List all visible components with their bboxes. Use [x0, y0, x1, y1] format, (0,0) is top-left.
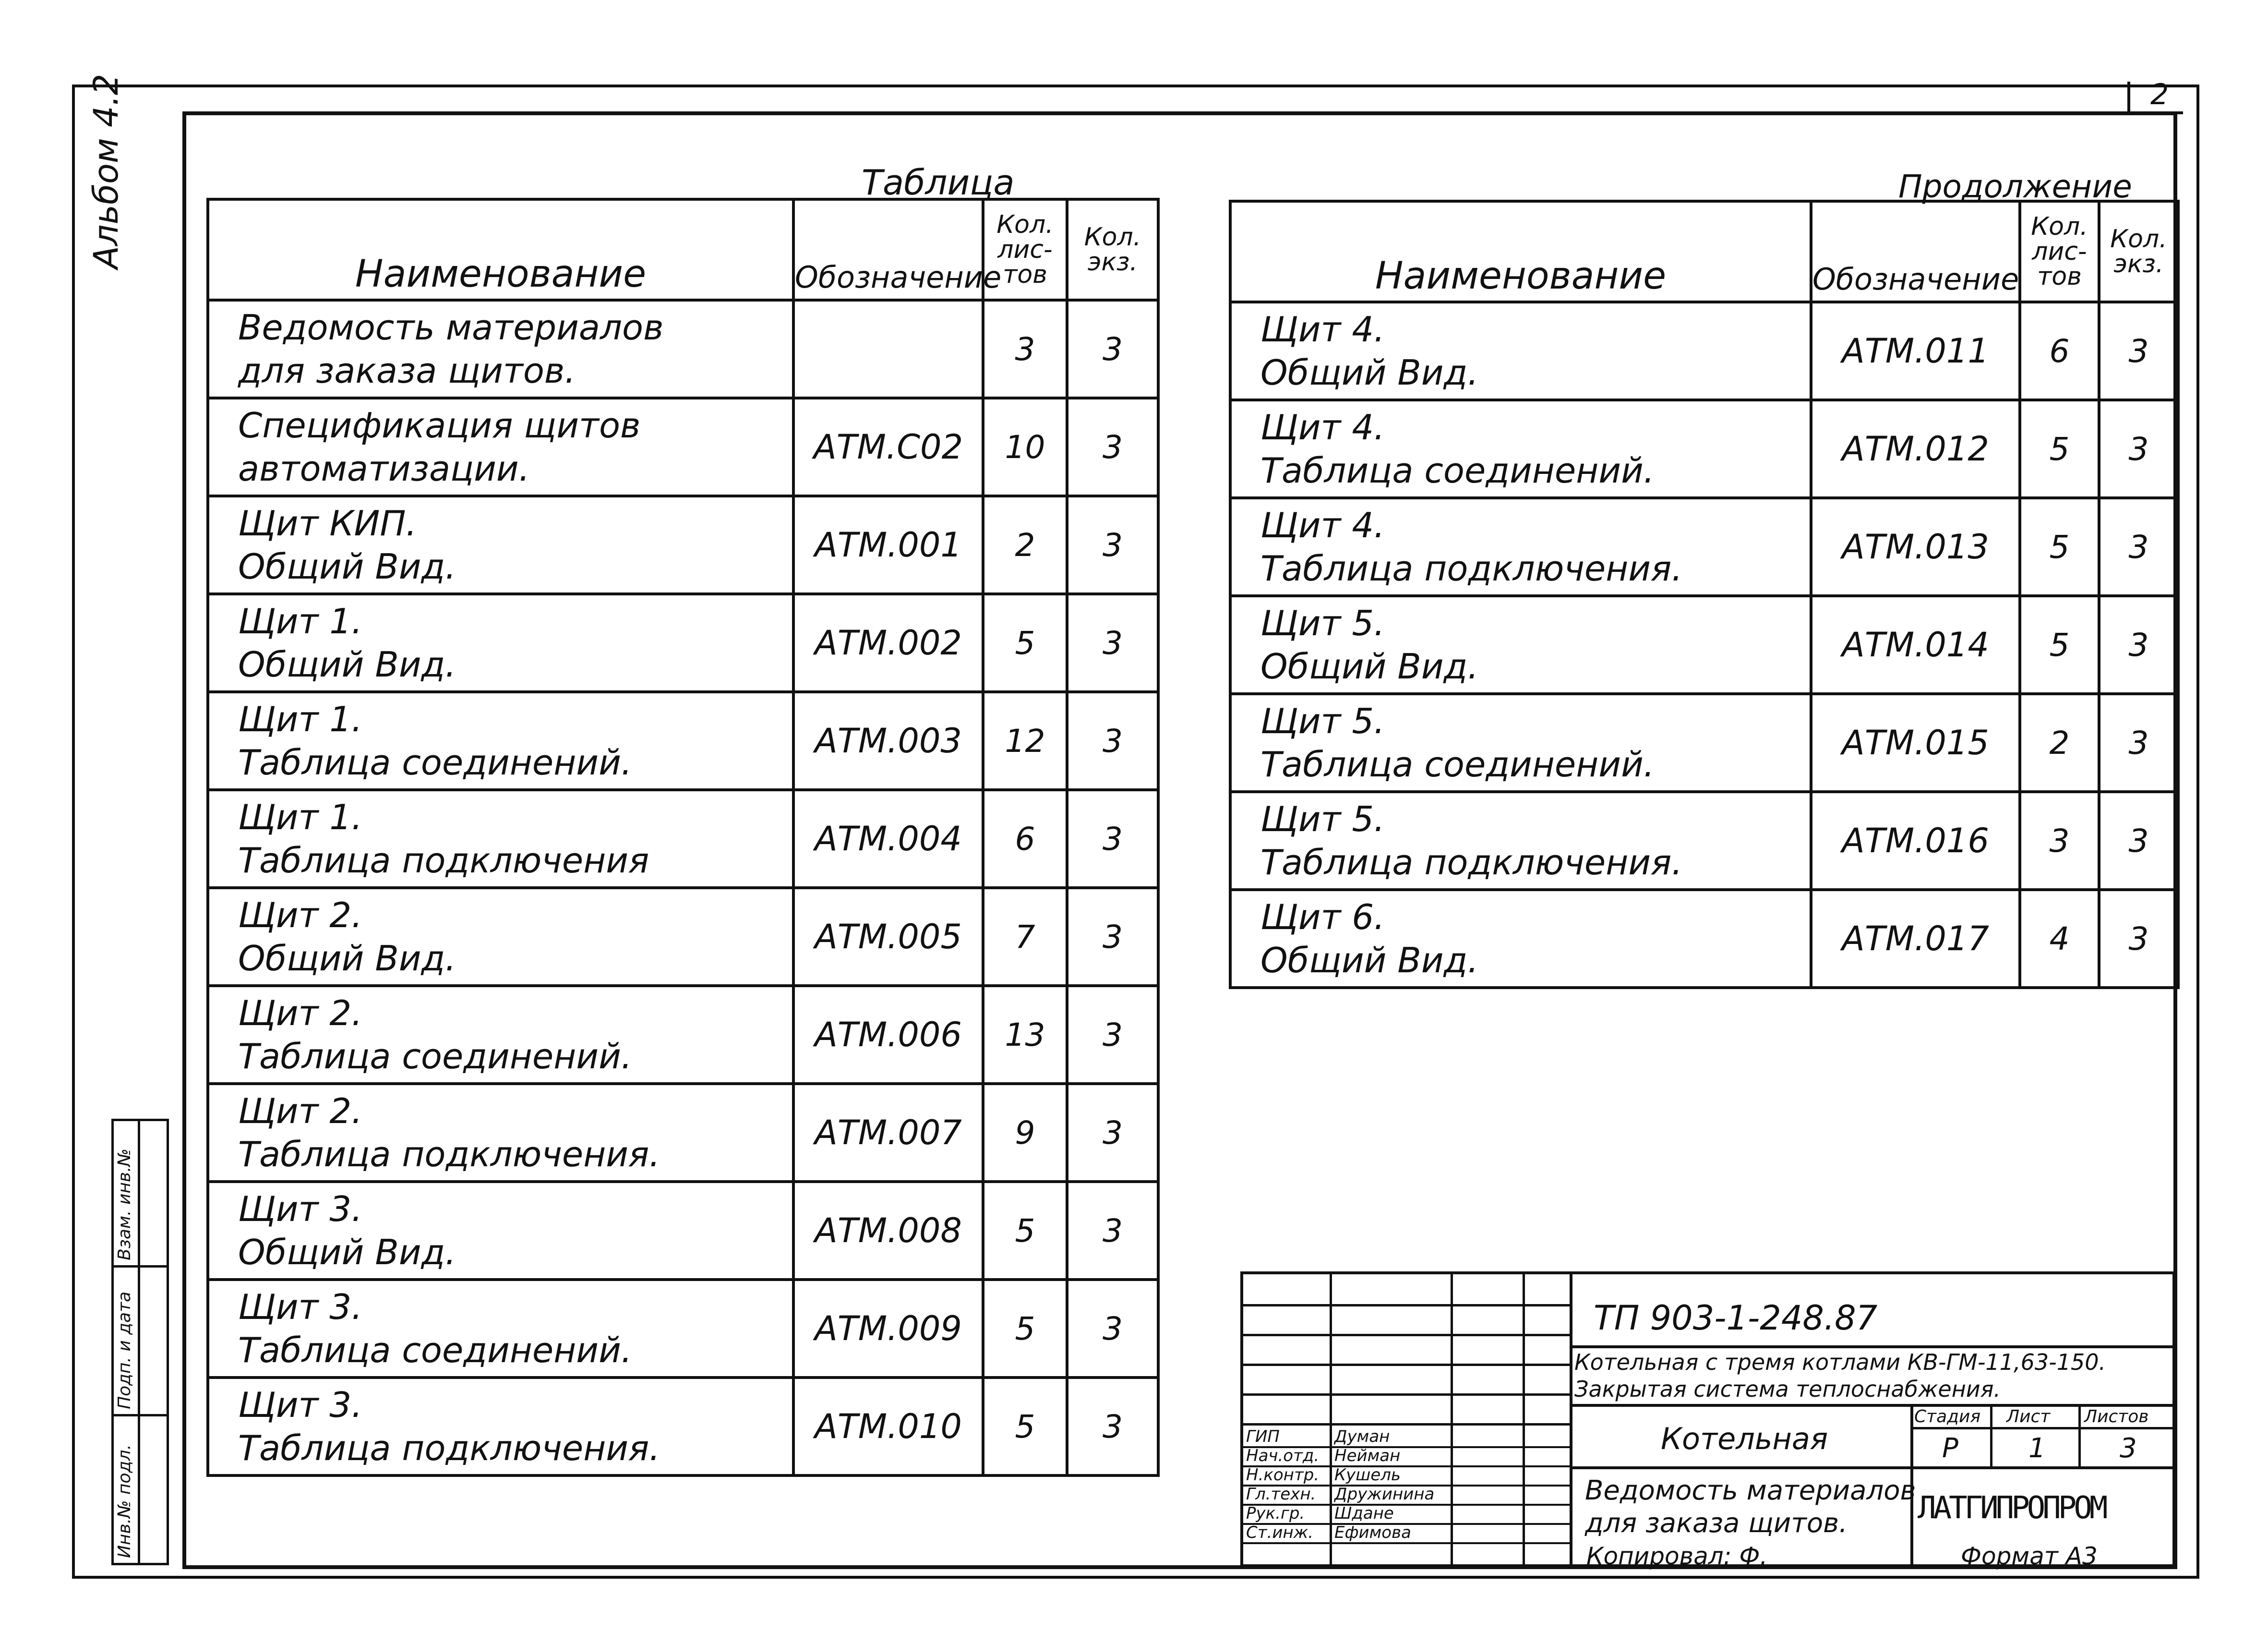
sheet-title-1: Ведомость материалов — [1585, 1475, 1916, 1506]
row-name-line1: Щит 6. — [1260, 897, 1385, 937]
left-header-copies: Кол. экз. — [1067, 199, 1158, 300]
left-row — [208, 888, 1158, 986]
row-name-line1: Щит 4. — [1260, 407, 1385, 447]
row-copies: 3 — [2099, 302, 2178, 400]
row-code: АТМ.016 — [1811, 792, 2020, 890]
staff-role: Гл.техн. — [1246, 1485, 1316, 1504]
row-name — [1230, 596, 1811, 694]
row-copies: 3 — [1067, 1280, 1158, 1378]
row-name — [208, 692, 793, 790]
stamp-sign: Подп. и дата — [115, 1291, 134, 1409]
row-name-line1: Щит 2. — [238, 993, 363, 1033]
right-table — [1229, 200, 2180, 989]
row-name — [1230, 792, 1811, 890]
left-row — [208, 398, 1158, 496]
right-header-code: Обозначение — [1811, 201, 2020, 302]
left-header-sheets: Кол. лис- тов — [983, 199, 1067, 300]
row-name-line1: Щит 5. — [1260, 603, 1385, 643]
row-code: АТМ.017 — [1811, 890, 2020, 988]
row-name-line2: Таблица подключения. — [238, 1134, 660, 1174]
row-copies: 3 — [2099, 498, 2178, 596]
row-name — [208, 594, 793, 692]
row-name — [208, 986, 793, 1084]
row-copies: 3 — [1067, 888, 1158, 986]
right-row — [1230, 890, 2178, 988]
right-table-caption: Продолжение — [1898, 168, 2132, 205]
row-code: АТМ.014 — [1811, 596, 2020, 694]
left-row — [208, 496, 1158, 594]
row-name-line1: Ведомость материалов — [238, 307, 664, 348]
row-name-line2: для заказа щитов. — [238, 351, 576, 391]
row-sheets: 3 — [2020, 792, 2099, 890]
row-copies: 3 — [2099, 694, 2178, 792]
left-row — [208, 1280, 1158, 1378]
row-sheets: 9 — [983, 1084, 1067, 1182]
row-name — [208, 888, 793, 986]
row-name-line2: Таблица подключения. — [238, 1428, 660, 1468]
left-table — [206, 198, 1160, 1477]
staff-name: Нейман — [1334, 1446, 1401, 1465]
left-row — [208, 790, 1158, 888]
sheet-value: 1 — [2028, 1433, 2046, 1464]
row-name — [208, 1182, 793, 1280]
stamp-replace: Взам. инв.№ — [115, 1148, 134, 1260]
right-row — [1230, 400, 2178, 498]
row-sheets: 10 — [983, 398, 1067, 496]
sheet-label: Лист — [2006, 1407, 2051, 1426]
staff-name: Дружинина — [1334, 1485, 1435, 1504]
right-header-name: Наименование — [1230, 201, 1811, 302]
organization: ЛАТГИПРОПРОМ — [1918, 1490, 2105, 1526]
left-row — [208, 594, 1158, 692]
row-copies: 3 — [1067, 300, 1158, 398]
right-row — [1230, 302, 2178, 400]
left-header-code: Обозначение — [793, 199, 983, 300]
row-name — [1230, 694, 1811, 792]
row-name-line2: Общий Вид. — [238, 644, 456, 685]
right-header-copies: Кол. экз. — [2099, 201, 2178, 302]
project-line2: Закрытая система теплоснабжения. — [1574, 1376, 2001, 1402]
staff-name: Шдане — [1334, 1504, 1394, 1523]
row-code: АТМ.006 — [793, 986, 983, 1084]
row-name-line1: Щит 3. — [238, 1287, 363, 1327]
staff-name: Думан — [1334, 1427, 1390, 1446]
left-row — [208, 1182, 1158, 1280]
staff-role: Ст.инж. — [1246, 1523, 1314, 1542]
row-sheets: 5 — [983, 1378, 1067, 1475]
row-name — [1230, 400, 1811, 498]
stage-value: Р — [1942, 1433, 1958, 1464]
row-sheets: 2 — [2020, 694, 2099, 792]
row-copies: 3 — [1067, 496, 1158, 594]
row-name — [208, 790, 793, 888]
row-name-line2: Таблица подключения — [238, 840, 649, 881]
right-row — [1230, 792, 2178, 890]
row-copies: 3 — [2099, 400, 2178, 498]
row-name-line2: Общий Вид. — [1260, 646, 1479, 687]
staff-name: Кушель — [1334, 1465, 1401, 1485]
row-name-line1: Щит 3. — [238, 1385, 363, 1425]
right-row — [1230, 596, 2178, 694]
row-sheets: 5 — [983, 594, 1067, 692]
left-row — [208, 1084, 1158, 1182]
sheets-label: Листов — [2084, 1407, 2149, 1426]
row-sheets: 5 — [2020, 400, 2099, 498]
row-name-line1: Щит 5. — [1260, 799, 1385, 839]
sheet-title-2: для заказа щитов. — [1585, 1508, 1848, 1539]
row-code: АТМ.015 — [1811, 694, 2020, 792]
row-name — [1230, 498, 1811, 596]
row-sheets: 5 — [983, 1182, 1067, 1280]
title-block — [1240, 1271, 2175, 1567]
object-name: Котельная — [1661, 1421, 1828, 1456]
row-copies: 3 — [1067, 986, 1158, 1084]
row-name-line2: автоматизации. — [238, 448, 530, 489]
row-name-line2: Общий Вид. — [238, 1232, 456, 1272]
left-row — [208, 300, 1158, 398]
row-name-line1: Щит 2. — [238, 895, 363, 935]
row-copies: 3 — [1067, 1084, 1158, 1182]
staff-role: ГИП — [1246, 1427, 1280, 1446]
row-name — [208, 1378, 793, 1475]
row-name — [208, 1084, 793, 1182]
row-name-line2: Таблица подключения. — [1260, 548, 1683, 589]
staff-role: Нач.отд. — [1246, 1446, 1320, 1465]
row-name-line2: Таблица соединений. — [1260, 450, 1655, 491]
row-code: АТМ.010 — [793, 1378, 983, 1475]
row-copies: 3 — [1067, 692, 1158, 790]
page-number: 2 — [2150, 78, 2169, 111]
row-name-line2: Таблица соединений. — [238, 742, 632, 783]
row-code: АТМ.003 — [793, 692, 983, 790]
row-name-line2: Общий Вид. — [1260, 940, 1479, 980]
row-sheets: 6 — [2020, 302, 2099, 400]
row-name — [1230, 890, 1811, 988]
row-sheets: 5 — [983, 1280, 1067, 1378]
left-row — [208, 692, 1158, 790]
row-copies: 3 — [1067, 790, 1158, 888]
row-copies: 3 — [1067, 1378, 1158, 1475]
row-code: АТМ.008 — [793, 1182, 983, 1280]
stage-label: Стадия — [1914, 1407, 1981, 1426]
row-name-line1: Щит 2. — [238, 1091, 363, 1131]
row-copies: 3 — [1067, 1182, 1158, 1280]
staff-role: Рук.гр. — [1246, 1504, 1305, 1523]
row-sheets: 12 — [983, 692, 1067, 790]
row-name-line1: Спецификация щитов — [238, 405, 641, 446]
side-stamp — [111, 1119, 169, 1565]
row-name-line2: Общий Вид. — [1260, 352, 1479, 393]
staff-role: Н.контр. — [1246, 1465, 1320, 1485]
row-name — [208, 1280, 793, 1378]
row-sheets: 7 — [983, 888, 1067, 986]
doc-code: ТП 903-1-248.87 — [1594, 1298, 1878, 1338]
row-sheets: 5 — [2020, 498, 2099, 596]
row-copies: 3 — [2099, 596, 2178, 694]
row-code: АТМ.011 — [1811, 302, 2020, 400]
row-name-line1: Щит КИП. — [238, 503, 417, 544]
row-sheets: 6 — [983, 790, 1067, 888]
format-label: Формат А3 — [1961, 1542, 2098, 1570]
row-code: АТМ.002 — [793, 594, 983, 692]
row-code: АТМ.005 — [793, 888, 983, 986]
row-code: АТМ.001 — [793, 496, 983, 594]
row-copies: 3 — [1067, 398, 1158, 496]
row-name-line1: Щит 1. — [238, 601, 363, 641]
row-name-line2: Таблица соединений. — [238, 1330, 632, 1370]
row-sheets: 3 — [983, 300, 1067, 398]
row-name-line1: Щит 4. — [1260, 309, 1385, 350]
project-line1: Котельная с тремя котлами КВ-ГМ-11,63-150. — [1574, 1349, 2106, 1375]
row-name — [208, 398, 793, 496]
row-name-line2: Таблица соединений. — [1260, 744, 1655, 785]
right-row — [1230, 694, 2178, 792]
row-sheets: 2 — [983, 496, 1067, 594]
row-copies: 3 — [2099, 792, 2178, 890]
stamp-inv: Инв.№ подл. — [115, 1444, 134, 1558]
staff-name: Ефимова — [1334, 1523, 1411, 1542]
row-copies: 3 — [2099, 890, 2178, 988]
row-name-line2: Таблица соединений. — [238, 1036, 632, 1076]
row-name-line1: Щит 3. — [238, 1189, 363, 1229]
row-code: АТМ.С02 — [793, 398, 983, 496]
row-name-line2: Таблица подключения. — [1260, 842, 1683, 882]
row-code: АТМ.004 — [793, 790, 983, 888]
row-code: АТМ.013 — [1811, 498, 2020, 596]
row-name-line1: Щит 4. — [1260, 505, 1385, 545]
left-row — [208, 986, 1158, 1084]
row-name-line2: Общий Вид. — [238, 546, 456, 587]
left-header-name: Наименование — [208, 199, 793, 300]
right-header-sheets: Кол. лис- тов — [2020, 201, 2099, 302]
row-sheets: 5 — [2020, 596, 2099, 694]
row-name-line2: Общий Вид. — [238, 938, 456, 979]
row-name-line1: Щит 5. — [1260, 701, 1385, 741]
row-name — [208, 300, 793, 398]
row-code: АТМ.007 — [793, 1084, 983, 1182]
left-row — [208, 1378, 1158, 1475]
row-name-line1: Щит 1. — [238, 797, 363, 837]
row-name — [1230, 302, 1811, 400]
album-label: Альбом 4.2 — [86, 73, 126, 269]
sheets-value: 3 — [2120, 1433, 2137, 1464]
row-copies: 3 — [1067, 594, 1158, 692]
right-row — [1230, 498, 2178, 596]
row-name-line1: Щит 1. — [238, 699, 363, 739]
row-sheets: 4 — [2020, 890, 2099, 988]
left-table-caption: Таблица — [862, 162, 1015, 203]
row-code — [793, 300, 983, 398]
row-name — [208, 496, 793, 594]
row-code: АТМ.009 — [793, 1280, 983, 1378]
row-code: АТМ.012 — [1811, 400, 2020, 498]
row-sheets: 13 — [983, 986, 1067, 1084]
copied-by: Копировал: Ф. — [1586, 1542, 1768, 1570]
